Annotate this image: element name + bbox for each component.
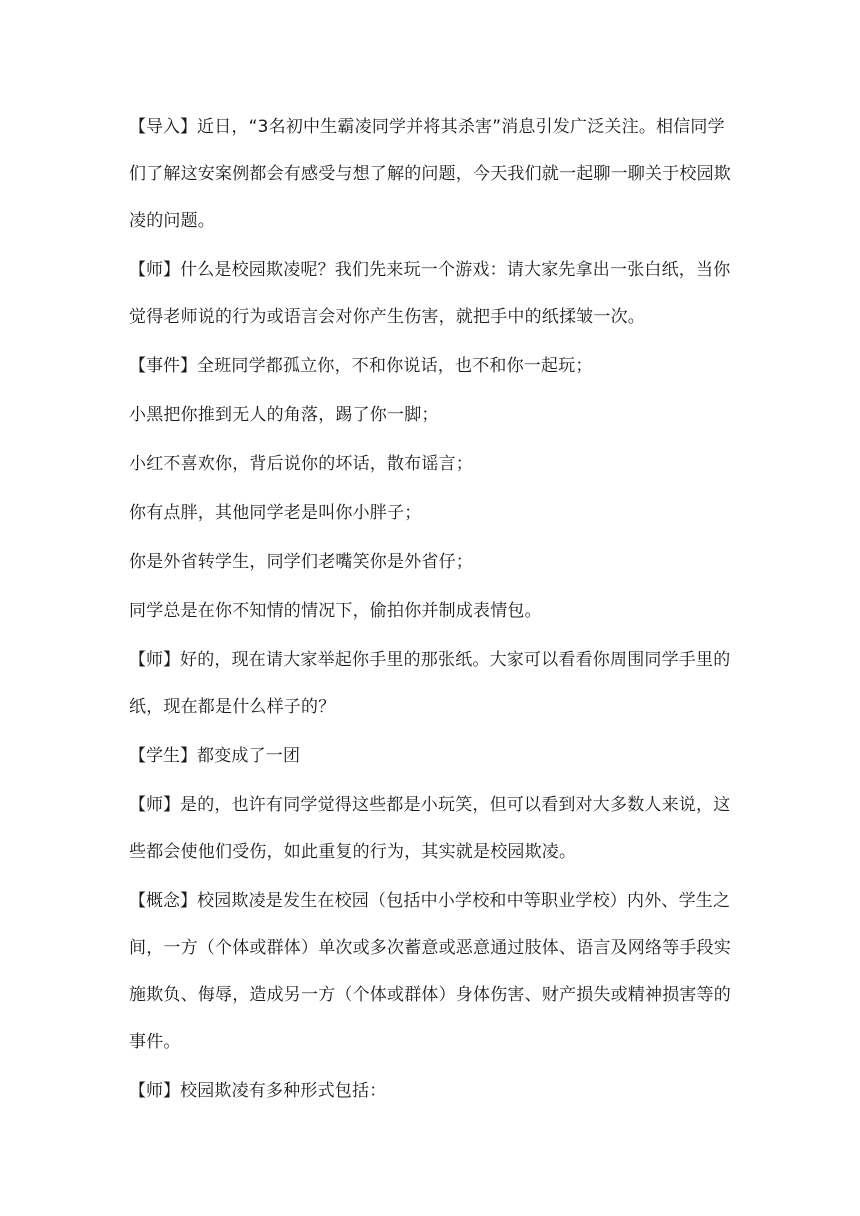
paragraph-text: 好的，现在请大家举起你手里的那张纸。大家可以看看你周围同学手里的纸，现在都是什么样子的？	[129, 650, 731, 717]
paragraph-tag: 【师】	[129, 650, 180, 670]
paragraph-tag: 【学生】	[129, 746, 197, 766]
paragraph-event-item	[129, 588, 739, 635]
paragraph-teacher-forms	[129, 1068, 739, 1115]
paragraph-intro	[129, 104, 739, 245]
paragraph-event-item	[129, 539, 739, 586]
paragraph-text: 同学总是在你不知情的情况下，偷拍你并制成表情包。	[129, 601, 542, 621]
paragraph-text: 校园欺凌有多种形式包括：	[180, 1081, 387, 1101]
paragraph-text: 全班同学都孤立你，不和你说话，也不和你一起玩；	[197, 356, 593, 376]
paragraph-text: 小红不喜欢你，背后说你的坏话，散布谣言；	[129, 454, 473, 474]
paragraph-tag: 【事件】	[129, 356, 197, 376]
paragraph-text: 都变成了一团	[197, 746, 301, 766]
paragraph-text: 什么是校园欺凌呢？我们先来玩一个游戏：请大家先拿出一张白纸，当你觉得老师说的行为或语言会对你产生伤害，就把手中的纸揉皱一次。	[129, 260, 731, 327]
paragraph-tag: 【概念】	[129, 891, 197, 911]
paragraph-text: 你是外省转学生，同学们老嘴笑你是外省仔；	[129, 552, 473, 572]
paragraph-event-item	[129, 441, 739, 488]
paragraph-teacher-conclusion	[129, 782, 739, 876]
paragraph-text: 近日，“3名初中生霸凌同学并将其杀害”消息引发广泛关注。相信同学们了解这安案例都会有感受与想了解的问题，今天我们就一起聊一聊关于校园欺凌的问题。	[129, 117, 731, 231]
paragraph-student	[129, 733, 739, 780]
paragraph-text: 你有点胖，其他同学老是叫你小胖子；	[129, 503, 422, 523]
paragraph-text: 是的，也许有同学觉得这些都是小玩笑，但可以看到对大多数人来说，这些都会使他们受伤，如此重复的行为，其实就是校园欺凌。	[129, 795, 731, 862]
paragraph-event	[129, 343, 739, 390]
paragraph-tag: 【师】	[129, 795, 180, 815]
paragraph-tag: 【师】	[129, 1081, 180, 1101]
paragraph-tag: 【导入】	[129, 117, 197, 137]
document-page	[129, 104, 739, 1117]
paragraph-concept	[129, 878, 739, 1066]
paragraph-text: 小黑把你推到无人的角落，踢了你一脚；	[129, 405, 439, 425]
paragraph-teacher-paper	[129, 637, 739, 731]
paragraph-teacher-game	[129, 247, 739, 341]
paragraph-event-item	[129, 392, 739, 439]
paragraph-event-item	[129, 490, 739, 537]
paragraph-tag: 【师】	[129, 260, 180, 280]
paragraph-text: 校园欺凌是发生在校园（包括中小学校和中等职业学校）内外、学生之间，一方（个体或群体）单次或多次蓄意或恶意通过肢体、语言及网络等手段实施欺负、侮辱，造成另一方（个体或群体）身体伤害、财产损失或精神损害等的事件。	[129, 891, 731, 1052]
